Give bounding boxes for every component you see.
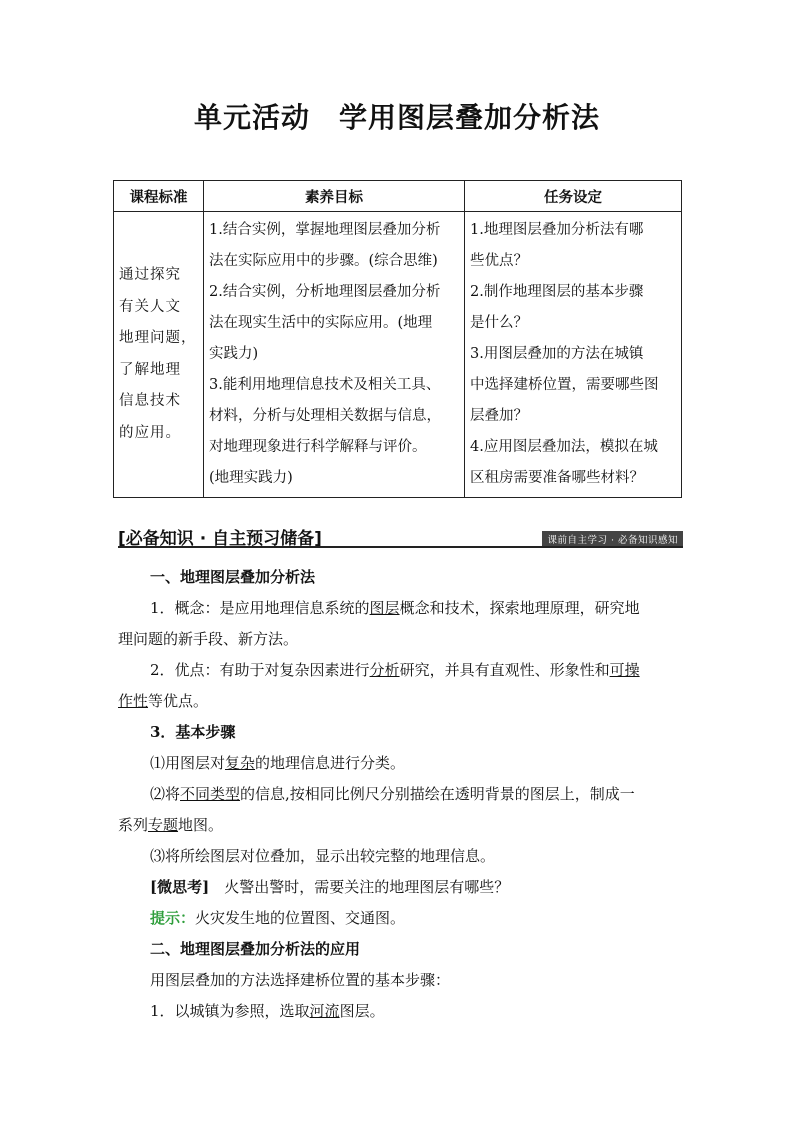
step-2-line-1: ⑵将不同类型的信息,按相同比例尺分别描绘在透明背景的图层上，制成一: [150, 785, 635, 803]
concept-line-1: 1．概念：是应用地理信息系统的图层概念和技术，探索地理原理，研究地: [150, 599, 640, 617]
task-line: 层叠加？: [470, 408, 528, 424]
concept-line-2: 理问题的新手段、新方法。: [118, 630, 299, 648]
curriculum-line: 信息技术: [119, 393, 181, 409]
task-line: 2.制作地理图层的基本步骤: [470, 284, 644, 300]
literacy-line: 2.结合实例，分析地理图层叠加分析: [209, 284, 441, 300]
task-line: 些优点？: [470, 253, 528, 269]
think-label: [微思考]: [150, 878, 210, 896]
literacy-cell: [204, 212, 465, 498]
literacy-line: 法在实际应用中的步骤。(综合思维): [209, 253, 438, 269]
curriculum-cell: [114, 212, 204, 498]
advantage-line-2: 作性等优点。: [118, 692, 209, 710]
curriculum-line: 了解地理: [119, 361, 181, 378]
section-divider: [118, 546, 683, 548]
step-3: ⑶将所绘图层对位叠加，显示出较完整的地理信息。: [150, 847, 496, 865]
heading-application: 二、地理图层叠加分析法的应用: [150, 940, 361, 958]
header-task: 任务设定: [465, 181, 682, 212]
task-cell: [465, 212, 682, 498]
task-line: 是什么？: [470, 315, 528, 331]
steps-heading: 3．基本步骤: [150, 723, 236, 741]
task-line: 中选择建桥位置，需要哪些图: [470, 377, 659, 393]
hint-answer: 提示：火灾发生地的位置图、交通图。: [150, 909, 406, 927]
curriculum-line: 地理问题，: [119, 330, 197, 346]
task-line: 区租房需要准备哪些材料？: [470, 470, 644, 486]
heading-layer-overlay-method: 一、地理图层叠加分析法: [150, 568, 316, 586]
literacy-line: (地理实践力): [209, 470, 293, 486]
header-curriculum: 课程标准: [114, 181, 204, 212]
task-line: 1.地理图层叠加分析法有哪: [470, 222, 644, 238]
section-tag: 课前自主学习 · 必备知识感知: [542, 531, 683, 547]
step-2-line-2: 系列专题地图。: [118, 816, 224, 834]
literacy-line: 材料，分析与处理相关数据与信息，: [209, 408, 441, 424]
page-title: 单元活动 学用图层叠加分析法: [193, 101, 600, 134]
table-row: [114, 212, 682, 498]
advantage-line-1: 2．优点：有助于对复杂因素进行分析研究，并具有直观性、形象性和可操: [150, 661, 640, 679]
literacy-line: 法在现实生活中的实际应用。(地理: [209, 315, 433, 331]
curriculum-line: 的应用。: [119, 424, 181, 441]
task-line: 3.用图层叠加的方法在城镇: [470, 346, 644, 362]
application-step-1: 1．以城镇为参照，选取河流图层。: [150, 1002, 385, 1020]
think-question: [微思考] 火警出警时，需要关注的地理图层有哪些？: [150, 878, 510, 896]
literacy-line: 实践力): [209, 346, 259, 362]
curriculum-line: 有关人文: [119, 298, 181, 315]
literacy-line: 3.能利用地理信息技术及相关工具、: [209, 377, 441, 393]
table-header-row: [114, 181, 682, 212]
curriculum-line: 通过探究: [119, 267, 181, 283]
hint-label: 提示：: [150, 909, 196, 927]
curriculum-table: [113, 180, 682, 498]
step-1: ⑴用图层对复杂的地理信息进行分类。: [150, 754, 406, 772]
application-intro: 用图层叠加的方法选择建桥位置的基本步骤：: [150, 971, 451, 989]
section-header: [118, 524, 686, 548]
header-literacy: 素养目标: [204, 181, 465, 212]
literacy-line: 1.结合实例，掌握地理图层叠加分析: [209, 222, 441, 238]
literacy-line: 对地理现象进行科学解释与评价。: [209, 439, 427, 455]
section-title: [必备知识 · 自主预习储备]: [118, 529, 322, 549]
task-line: 4.应用图层叠加法，模拟在城: [470, 439, 658, 455]
